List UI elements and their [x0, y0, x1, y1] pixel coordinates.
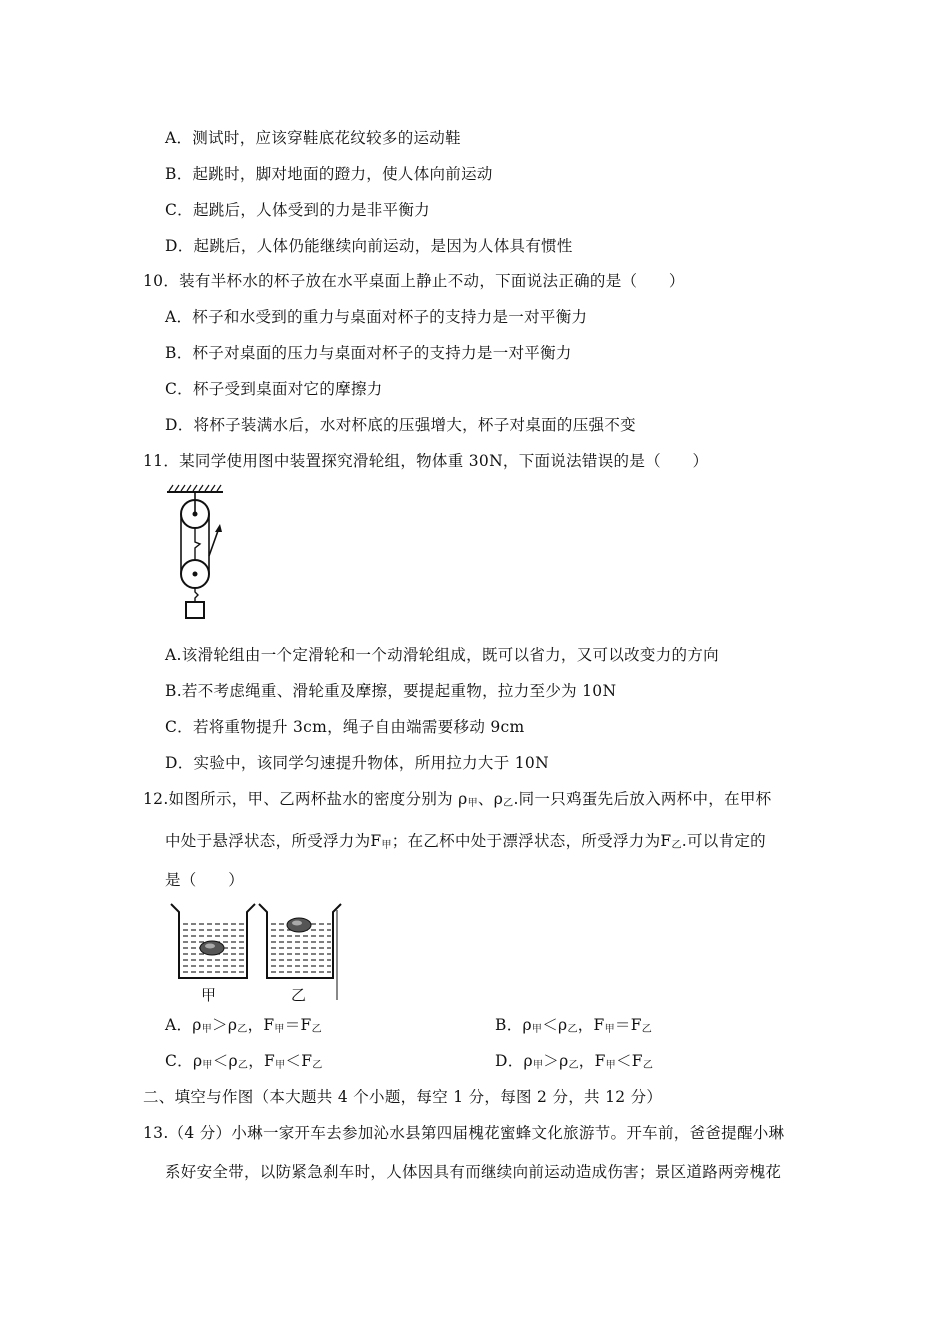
- q10-option-a: A．杯子和水受到的重力与桌面对杯子的支持力是一对平衡力: [165, 308, 588, 326]
- q11-option-b: B.若不考虑绳重、滑轮重及摩擦，要提起重物，拉力至少为 10N: [165, 682, 617, 700]
- q12-option-c: C．$\rho_甲<\rho_乙$，$F_甲<F_乙$: [165, 1052, 323, 1071]
- beaker-label-left: 甲: [201, 986, 217, 1004]
- q12-stem-line1: 12.如图所示，甲、乙两杯盐水的密度分别为 $\rho_甲$、$\rho_乙$.同一只鸡蛋先后放入两杯中，在甲杯: [143, 790, 772, 809]
- section-2-heading: 二、填空与作图（本大题共 4 个小题，每空 1 分，每图 2 分，共 12 分）: [143, 1088, 663, 1106]
- pulley-figure: [165, 484, 235, 624]
- q10-option-b: B．杯子对桌面的压力与桌面对杯子的支持力是一对平衡力: [165, 344, 572, 362]
- q10-stem: 10．装有半杯水的杯子放在水平桌面上静止不动，下面说法正确的是（ ）: [143, 272, 685, 290]
- q10-option-c: C．杯子受到桌面对它的摩擦力: [165, 380, 383, 398]
- q12-option-b: B．$\rho_甲<\rho_乙$，$F_甲=F_乙$: [495, 1016, 653, 1035]
- q13-line1: 13.（4 分）小琳一家开车去参加沁水县第四届槐花蜜蜂文化旅游节。开车前，爸爸提醒小琳: [143, 1124, 785, 1142]
- q9-option-d: D．起跳后，人体仍能继续向前运动，是因为人体具有惯性: [165, 237, 573, 255]
- beakers-figure: [165, 900, 345, 1005]
- q12-option-d: D．$\rho_甲>\rho_乙$，$F_甲<F_乙$: [495, 1052, 654, 1071]
- q9-option-c: C．起跳后，人体受到的力是非平衡力: [165, 201, 430, 219]
- q12-stem-line3: 是（ ）: [165, 871, 245, 889]
- q11-option-a: A.该滑轮组由一个定滑轮和一个动滑轮组成，既可以省力，又可以改变力的方向: [165, 646, 719, 664]
- q11-option-d: D．实验中，该同学匀速提升物体，所用拉力大于 10N: [165, 754, 549, 772]
- q11-option-c: C．若将重物提升 3cm，绳子自由端需要移动 9cm: [165, 718, 525, 736]
- q9-option-a: A．测试时，应该穿鞋底花纹较多的运动鞋: [165, 129, 461, 147]
- q12-stem-line2: 中处于悬浮状态，所受浮力为$F_甲$；在乙杯中处于漂浮状态，所受浮力为$F_乙$.可以肯定的: [165, 832, 766, 851]
- q12-option-a: A．$\rho_甲>\rho_乙$，$F_甲=F_乙$: [165, 1016, 322, 1035]
- q10-option-d: D．将杯子装满水后，水对杯底的压强增大，杯子对桌面的压强不变: [165, 416, 636, 434]
- q9-option-b: B．起跳时，脚对地面的蹬力，使人体向前运动: [165, 165, 493, 183]
- beaker-label-right: 乙: [291, 986, 307, 1004]
- q11-stem: 11．某同学使用图中装置探究滑轮组，物体重 30N，下面说法错误的是（ ）: [143, 452, 709, 470]
- q13-line2: 系好安全带，以防紧急刹车时，人体因具有而继续向前运动造成伤害；景区道路两旁槐花: [165, 1163, 782, 1181]
